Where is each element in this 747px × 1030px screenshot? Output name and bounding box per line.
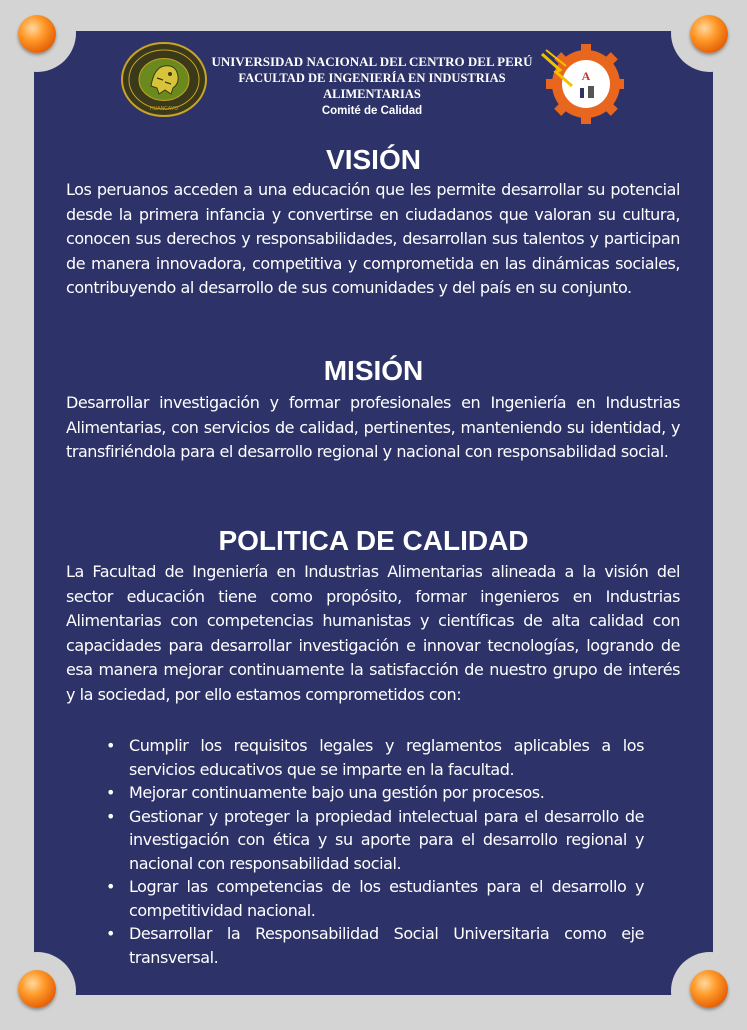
mision-title: MISIÓN (323, 355, 424, 386)
committee-name: Comité de Calidad (321, 105, 423, 117)
orange-orb-icon (18, 970, 56, 1008)
faculty-gear-logo-icon (538, 40, 624, 126)
svg-text:A: A (581, 69, 591, 83)
university-name: UNIVERSIDAD NACIONAL DEL CENTRO DEL PERÚ (211, 54, 533, 69)
university-seal-icon (121, 42, 207, 117)
politica-text: La Facultad de Ingeniería en Industrias Alimentarias alineada a la visión del sector educación tiene como propósito, formar ingenieros en Industrias Alimentarias con competencias humanistas y científicas de alta calidad con capacidades para desarrollar investigación e innovar tecnologías, logrando de esa manera mejorar continuamente la satisfacción de nuestro grupo de interés y la sociedad, por ello estamos comprometidos con: (66, 562, 680, 704)
list-item: • Gestionar y proteger la propiedad intelectual para el desarrollo de investigación con ética y su aporte para el desarrollo regional y nacional con responsabilidad social. (104, 805, 644, 876)
faculty-name: FACULTAD DE INGENIERÍA EN INDUSTRIAS ALIMENTARIAS (238, 71, 506, 101)
vision-title: VISIÓN (326, 144, 421, 175)
list-item: • Cumplir los requisitos legales y reglamentos aplicables a los servicios educativos que se imparte en la facultad. (104, 734, 644, 781)
vision-text: Los peruanos acceden a una educación que les permite desarrollar su potencial desde la primera infancia y convertirse en ciudadanos que valoran su cultura, conocen sus derechos y responsabilidades, desarrollan sus talentos y participan de manera innovadora, competitiva y comprometida en las dinámicas sociales, contribuyendo al desarrollo de sus comunidades y del país en su conjunto. (66, 180, 680, 297)
list-item: • Lograr las competencias de los estudiantes para el desarrollo y competitividad nacional. (104, 875, 644, 922)
list-item: • Mejorar continuamente bajo una gestión por procesos. (104, 781, 644, 805)
header (0, 0, 747, 130)
header-text (207, 54, 537, 120)
politica-title: POLITICA DE CALIDAD (218, 525, 529, 556)
svg-text:HUANCAYO: HUANCAYO (150, 106, 178, 112)
list-item: • Desarrollar la Responsabilidad Social Universitaria como eje transversal. (104, 922, 644, 969)
mision-text: Desarrollar investigación y formar profesionales en Ingeniería en Industrias Alimentarias, con servicios de calidad, pertinentes, manteniendo su identidad, y transfiriéndola para el desarrollo regional y nacional con responsabilidad social. (66, 393, 680, 461)
politica-commitments-list (104, 734, 644, 969)
orange-orb-icon (690, 970, 728, 1008)
